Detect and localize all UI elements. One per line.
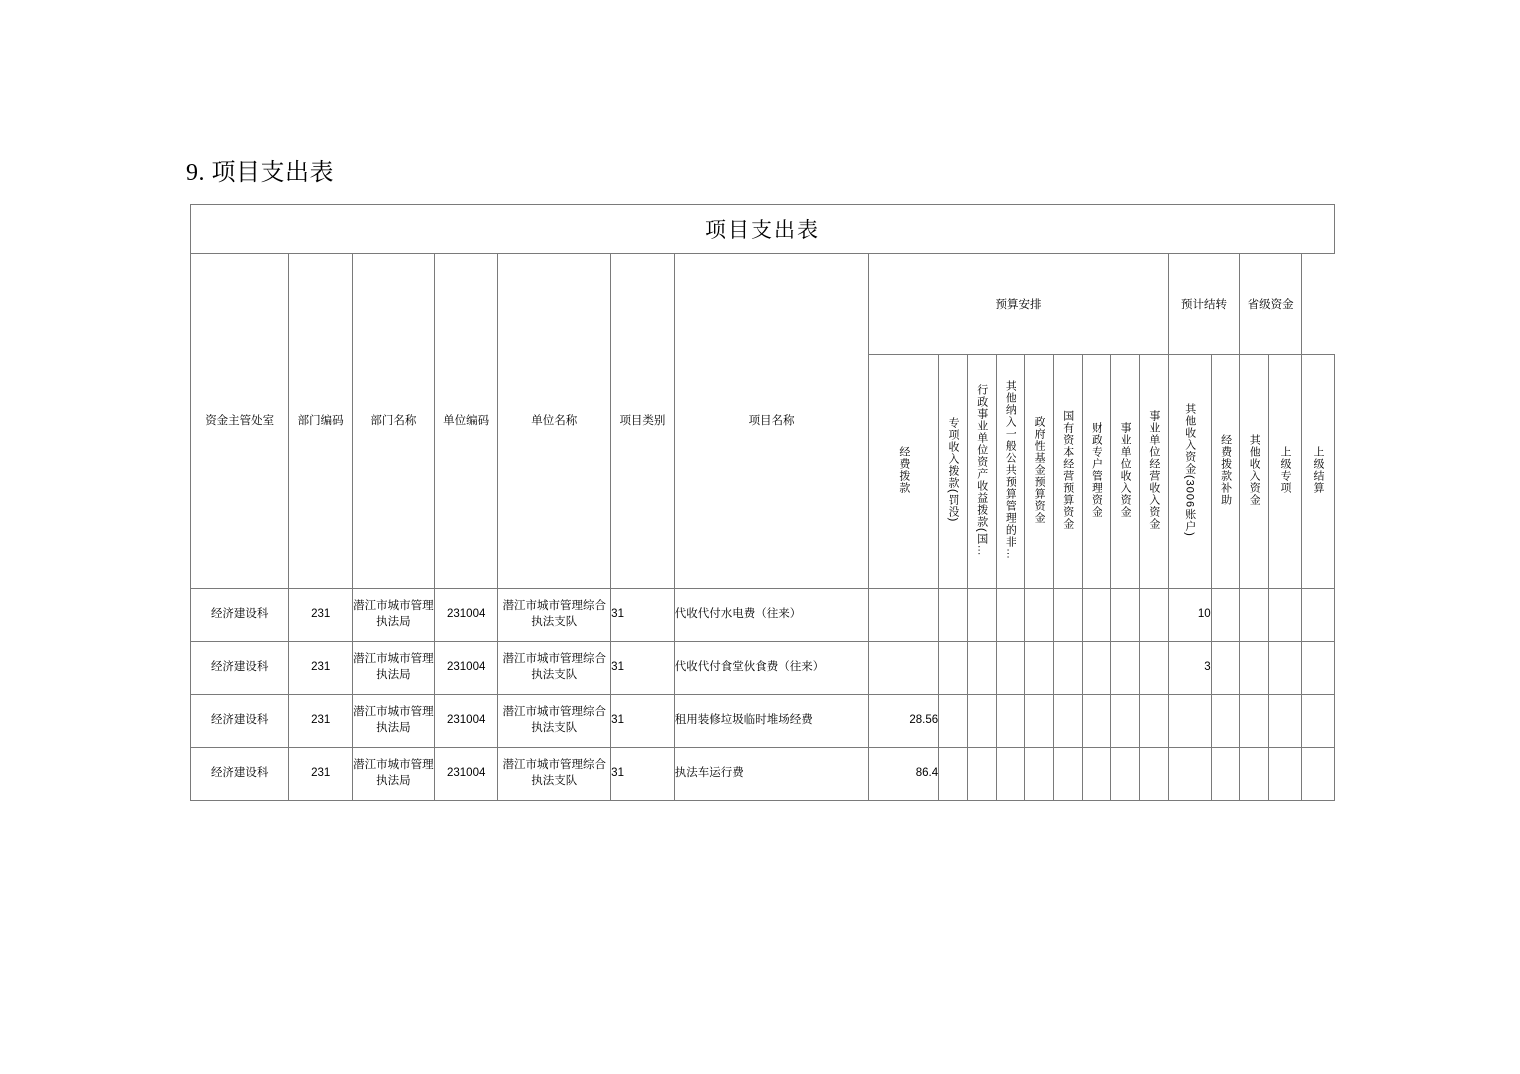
header-fund-dept: 资金主管处室 bbox=[191, 254, 289, 589]
cell-special-income-allocation bbox=[939, 642, 968, 695]
cell-upper-settlement bbox=[1301, 642, 1334, 695]
header-fiscal-special-account-label: 财政专户管理资金 bbox=[1090, 422, 1103, 518]
cell-unit-code: 231004 bbox=[434, 642, 498, 695]
cell-project-type: 31 bbox=[611, 589, 675, 642]
cell-funding-subsidy bbox=[1211, 589, 1240, 642]
table-row bbox=[191, 695, 1335, 748]
cell-dept-name: 潜江市城市管理执法局 bbox=[352, 748, 434, 801]
header-state-capital-budget-label: 国有资本经营预算资金 bbox=[1061, 410, 1074, 530]
cell-upper-settlement bbox=[1301, 695, 1334, 748]
header-funding-subsidy bbox=[1211, 355, 1240, 589]
cell-fiscal-special-account bbox=[1082, 589, 1111, 642]
cell-admin-asset-income bbox=[967, 589, 996, 642]
project-expenditure-table bbox=[190, 204, 1335, 801]
cell-institution-operating-income bbox=[1139, 748, 1168, 801]
header-upper-settlement-label: 上级结算 bbox=[1311, 446, 1324, 494]
cell-dept-code: 231 bbox=[289, 695, 353, 748]
cell-other-income-3006 bbox=[1168, 695, 1211, 748]
header-other-income bbox=[1240, 355, 1269, 589]
cell-project-name: 代收代付水电费（往来） bbox=[674, 589, 869, 642]
cell-upper-settlement bbox=[1301, 589, 1334, 642]
cell-special-income-allocation bbox=[939, 589, 968, 642]
cell-institution-income bbox=[1111, 589, 1140, 642]
header-group-row bbox=[191, 254, 1335, 355]
cell-unit-name: 潜江市城市管理综合执法支队 bbox=[498, 589, 611, 642]
cell-dept-name: 潜江市城市管理执法局 bbox=[352, 642, 434, 695]
header-special-income-allocation-label: 专项收入拨款(罚没) bbox=[947, 417, 960, 523]
header-funding-allocation bbox=[869, 355, 939, 589]
cell-upper-special bbox=[1269, 589, 1302, 642]
header-upper-special bbox=[1269, 355, 1302, 589]
cell-dept-code: 231 bbox=[289, 642, 353, 695]
header-other-income-3006-label: 其他收入资金(3006账户) bbox=[1183, 403, 1196, 537]
cell-funding-allocation: 86.4 bbox=[869, 748, 939, 801]
cell-project-name: 租用装修垃圾临时堆场经费 bbox=[674, 695, 869, 748]
cell-gov-fund-budget bbox=[1025, 695, 1054, 748]
cell-funding-subsidy bbox=[1211, 695, 1240, 748]
cell-funding-subsidy bbox=[1211, 748, 1240, 801]
cell-project-name: 代收代付食堂伙食费（往来） bbox=[674, 642, 869, 695]
cell-admin-asset-income bbox=[967, 748, 996, 801]
cell-institution-income bbox=[1111, 748, 1140, 801]
header-institution-income-label: 事业单位收入资金 bbox=[1119, 422, 1132, 518]
header-project-type: 项目类别 bbox=[611, 254, 675, 589]
cell-upper-settlement bbox=[1301, 748, 1334, 801]
cell-funding-subsidy bbox=[1211, 642, 1240, 695]
cell-funding-allocation bbox=[869, 642, 939, 695]
cell-other-general-public bbox=[996, 695, 1025, 748]
cell-unit-code: 231004 bbox=[434, 589, 498, 642]
cell-institution-operating-income bbox=[1139, 695, 1168, 748]
cell-unit-name: 潜江市城市管理综合执法支队 bbox=[498, 695, 611, 748]
cell-institution-income bbox=[1111, 695, 1140, 748]
cell-project-type: 31 bbox=[611, 748, 675, 801]
header-other-income-3006 bbox=[1168, 355, 1211, 589]
cell-project-type: 31 bbox=[611, 695, 675, 748]
table-title-row bbox=[191, 205, 1335, 254]
cell-funding-allocation: 28.56 bbox=[869, 695, 939, 748]
header-admin-asset-income-label: 行政事业单位资产收益拨款(国… bbox=[975, 383, 988, 557]
cell-state-capital-budget bbox=[1053, 695, 1082, 748]
cell-institution-operating-income bbox=[1139, 642, 1168, 695]
header-upper-special-label: 上级专项 bbox=[1278, 446, 1291, 494]
cell-other-income-3006 bbox=[1168, 748, 1211, 801]
header-project-name: 项目名称 bbox=[674, 254, 869, 589]
cell-dept-code: 231 bbox=[289, 589, 353, 642]
cell-fiscal-special-account bbox=[1082, 642, 1111, 695]
cell-special-income-allocation bbox=[939, 748, 968, 801]
table-row bbox=[191, 748, 1335, 801]
cell-upper-special bbox=[1269, 748, 1302, 801]
header-institution-operating-income bbox=[1139, 355, 1168, 589]
cell-state-capital-budget bbox=[1053, 748, 1082, 801]
cell-admin-asset-income bbox=[967, 642, 996, 695]
cell-fund-dept: 经济建设科 bbox=[191, 695, 289, 748]
header-dept-name: 部门名称 bbox=[352, 254, 434, 589]
cell-admin-asset-income bbox=[967, 695, 996, 748]
cell-special-income-allocation bbox=[939, 695, 968, 748]
cell-other-income-3006: 10 bbox=[1168, 589, 1211, 642]
header-special-income-allocation bbox=[939, 355, 968, 589]
header-upper-settlement bbox=[1301, 355, 1334, 589]
header-group-provincial-funds: 省级资金 bbox=[1240, 254, 1301, 355]
cell-unit-name: 潜江市城市管理综合执法支队 bbox=[498, 748, 611, 801]
header-gov-fund-budget bbox=[1025, 355, 1054, 589]
cell-gov-fund-budget bbox=[1025, 589, 1054, 642]
cell-upper-special bbox=[1269, 642, 1302, 695]
cell-other-income bbox=[1240, 695, 1269, 748]
header-fiscal-special-account bbox=[1082, 355, 1111, 589]
header-other-general-public-label: 其他纳入一般公共预算管理的非… bbox=[1004, 380, 1017, 560]
header-admin-asset-income bbox=[967, 355, 996, 589]
header-institution-operating-income-label: 事业单位经营收入资金 bbox=[1147, 410, 1160, 530]
cell-fund-dept: 经济建设科 bbox=[191, 589, 289, 642]
header-state-capital-budget bbox=[1053, 355, 1082, 589]
cell-other-general-public bbox=[996, 748, 1025, 801]
cell-dept-name: 潜江市城市管理执法局 bbox=[352, 589, 434, 642]
cell-funding-allocation bbox=[869, 589, 939, 642]
page-title: 9. 项目支出表 bbox=[186, 160, 334, 186]
project-expenditure-table-container bbox=[190, 204, 1335, 801]
cell-state-capital-budget bbox=[1053, 642, 1082, 695]
cell-unit-code: 231004 bbox=[434, 695, 498, 748]
header-funding-allocation-label: 经费拨款 bbox=[897, 446, 910, 494]
cell-unit-code: 231004 bbox=[434, 748, 498, 801]
cell-state-capital-budget bbox=[1053, 589, 1082, 642]
header-group-budget-arrangement: 预算安排 bbox=[869, 254, 1168, 355]
cell-fund-dept: 经济建设科 bbox=[191, 748, 289, 801]
cell-gov-fund-budget bbox=[1025, 748, 1054, 801]
header-other-income-label: 其他收入资金 bbox=[1248, 434, 1261, 506]
cell-project-type: 31 bbox=[611, 642, 675, 695]
cell-other-income bbox=[1240, 642, 1269, 695]
header-dept-code: 部门编码 bbox=[289, 254, 353, 589]
header-funding-subsidy-label: 经费拨款补助 bbox=[1219, 434, 1232, 506]
cell-other-income-3006: 3 bbox=[1168, 642, 1211, 695]
cell-other-income bbox=[1240, 748, 1269, 801]
table-row bbox=[191, 642, 1335, 695]
cell-institution-income bbox=[1111, 642, 1140, 695]
cell-upper-special bbox=[1269, 695, 1302, 748]
cell-dept-name: 潜江市城市管理执法局 bbox=[352, 695, 434, 748]
cell-fiscal-special-account bbox=[1082, 695, 1111, 748]
header-institution-income bbox=[1111, 355, 1140, 589]
cell-gov-fund-budget bbox=[1025, 642, 1054, 695]
header-gov-fund-budget-label: 政府性基金预算资金 bbox=[1033, 416, 1046, 524]
cell-project-name: 执法车运行费 bbox=[674, 748, 869, 801]
cell-unit-name: 潜江市城市管理综合执法支队 bbox=[498, 642, 611, 695]
cell-other-general-public bbox=[996, 642, 1025, 695]
cell-fiscal-special-account bbox=[1082, 748, 1111, 801]
header-unit-code: 单位编码 bbox=[434, 254, 498, 589]
table-body bbox=[191, 589, 1335, 801]
cell-dept-code: 231 bbox=[289, 748, 353, 801]
table-row bbox=[191, 589, 1335, 642]
cell-other-general-public bbox=[996, 589, 1025, 642]
header-unit-name: 单位名称 bbox=[498, 254, 611, 589]
cell-institution-operating-income bbox=[1139, 589, 1168, 642]
header-group-expected-carryover: 预计结转 bbox=[1168, 254, 1240, 355]
table-title: 项目支出表 bbox=[191, 205, 1335, 254]
cell-fund-dept: 经济建设科 bbox=[191, 642, 289, 695]
header-other-general-public bbox=[996, 355, 1025, 589]
cell-other-income bbox=[1240, 589, 1269, 642]
